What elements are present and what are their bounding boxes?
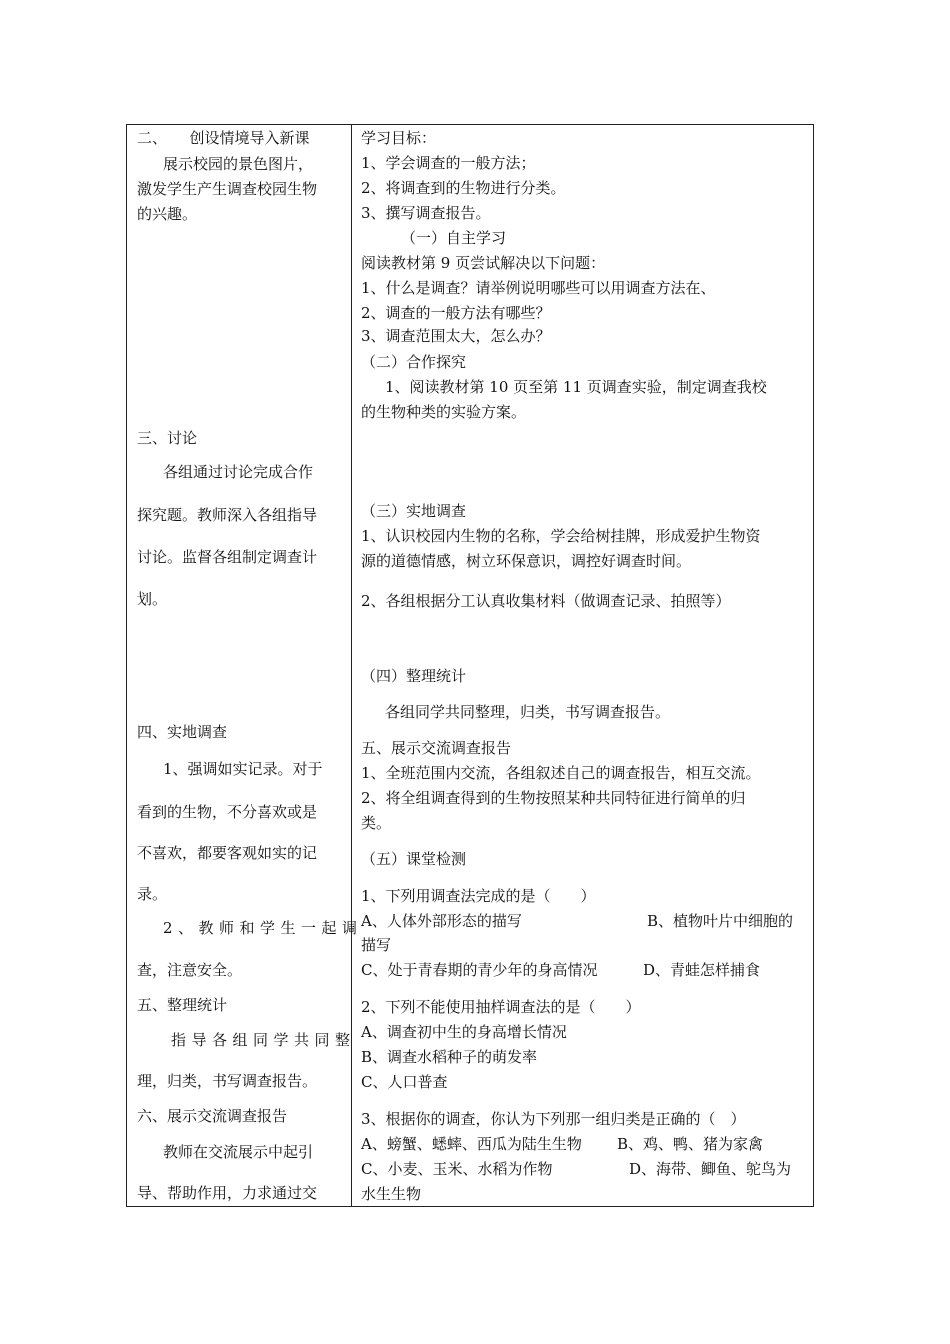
quiz-option: D、海带、鲫鱼、鸵鸟为 [629,1160,792,1178]
section-2-text: 的兴趣。 [137,205,198,223]
report-text: 1、全班范围内交流，各组叙述自己的调查报告，相互交流。 [361,764,761,782]
self-study-question: 2、调查的一般方法有哪些？ [361,304,551,322]
section-3-text: 划。 [137,590,168,608]
section-3-text: 讨论。监督各组制定调查计 [137,548,318,566]
quiz-option: D、青蛙怎样捕食 [643,961,761,979]
cooperation-text: 的生物种类的实验方案。 [361,403,527,421]
self-study-intro: 阅读教材第 9 页尝试解决以下问题： [361,254,606,272]
section-4-text: 2、教师和学生一起调 [163,919,363,937]
section-3-text: 探究题。教师深入各组指导 [137,506,318,524]
quiz-option: C、人口普查 [361,1073,448,1091]
section-4-text: 1、强调如实记录。对于 [163,760,323,778]
section-3-text: 各组通过讨论完成合作 [163,463,314,481]
goal-item: 2、将调查到的生物进行分类。 [361,179,566,197]
statistics-text: 各组同学共同整理，归类，书写调查报告。 [385,703,671,721]
quiz-question: 2、下列不能使用抽样调查法的是（ ） [361,998,641,1016]
quiz-option: C、处于青春期的青少年的身高情况 [361,961,598,979]
section-3-heading: 三、讨论 [137,429,198,447]
quiz-option: B、调查水稻种子的萌发率 [361,1048,538,1066]
section-2-heading: 二、 创设情境导入新课 [137,129,310,147]
report-text: 类。 [361,814,392,832]
goal-item: 1、学会调查的一般方法； [361,154,536,172]
quiz-option: B、鸡、鸭、猪为家禽 [617,1135,764,1153]
section-4-text: 看到的生物，不分喜欢或是 [137,803,318,821]
field-survey-text: 1、认识校园内生物的名称，学会给树挂牌，形成爱护生物资 [361,527,761,545]
quiz-option: 水生生物 [361,1185,422,1203]
cooperation-title: （二）合作探究 [361,353,467,371]
statistics-title: （四）整理统计 [361,667,467,685]
section-6-text: 导、帮助作用，力求通过交 [137,1184,318,1202]
section-6-text: 教师在交流展示中起引 [163,1143,314,1161]
quiz-option: A、螃蟹、蟋蟀、西瓜为陆生生物 [361,1135,582,1153]
section-5-text: 理，归类，书写调查报告。 [137,1072,318,1090]
field-survey-title: （三）实地调查 [361,502,467,520]
quiz-option: C、小麦、玉米、水稻为作物 [361,1160,553,1178]
self-study-question: 1、什么是调查？请举例说明哪些可以用调查方法在、 [361,279,716,297]
section-2-text: 激发学生产生调查校园生物 [137,180,318,198]
cooperation-text: 1、阅读教材第 10 页至第 11 页调查实验，制定调查我校 [385,378,767,396]
section-4-text: 查，注意安全。 [137,961,243,979]
quiz-option: 描写 [361,936,392,954]
quiz-option: A、人体外部形态的描写 [361,912,522,930]
section-4-heading: 四、实地调查 [137,723,228,741]
goals-title: 学习目标： [361,129,437,147]
section-5-text: 指导各组同学共同整 [171,1031,356,1049]
lesson-plan-table [126,124,814,1207]
field-survey-text: 2、各组根据分工认真收集材料（做调查记录、拍照等） [361,592,731,610]
quiz-question: 1、下列用调查法完成的是（ ） [361,887,596,905]
section-5-heading: 五、整理统计 [137,996,228,1014]
quiz-option: A、调查初中生的身高增长情况 [361,1023,567,1041]
quiz-title: （五）课堂检测 [361,850,467,868]
report-text: 2、将全组调查得到的生物按照某种共同特征进行简单的归 [361,789,746,807]
goal-item: 3、撰写调查报告。 [361,204,491,222]
section-6-heading: 六、展示交流调查报告 [137,1107,288,1125]
section-2-text: 展示校园的景色图片， [163,155,314,173]
section-4-text: 录。 [137,885,168,903]
self-study-title: （一）自主学习 [401,229,507,247]
section-4-text: 不喜欢，都要客观如实的记 [137,844,318,862]
report-title: 五、展示交流调查报告 [361,739,512,757]
quiz-question: 3、根据你的调查，你认为下列那一组归类是正确的（ ） [361,1110,746,1128]
field-survey-text: 源的道德情感，树立环保意识，调控好调查时间。 [361,552,692,570]
quiz-option: B、植物叶片中细胞的 [647,912,794,930]
self-study-question: 3、调查范围太大，怎么办？ [361,327,551,345]
